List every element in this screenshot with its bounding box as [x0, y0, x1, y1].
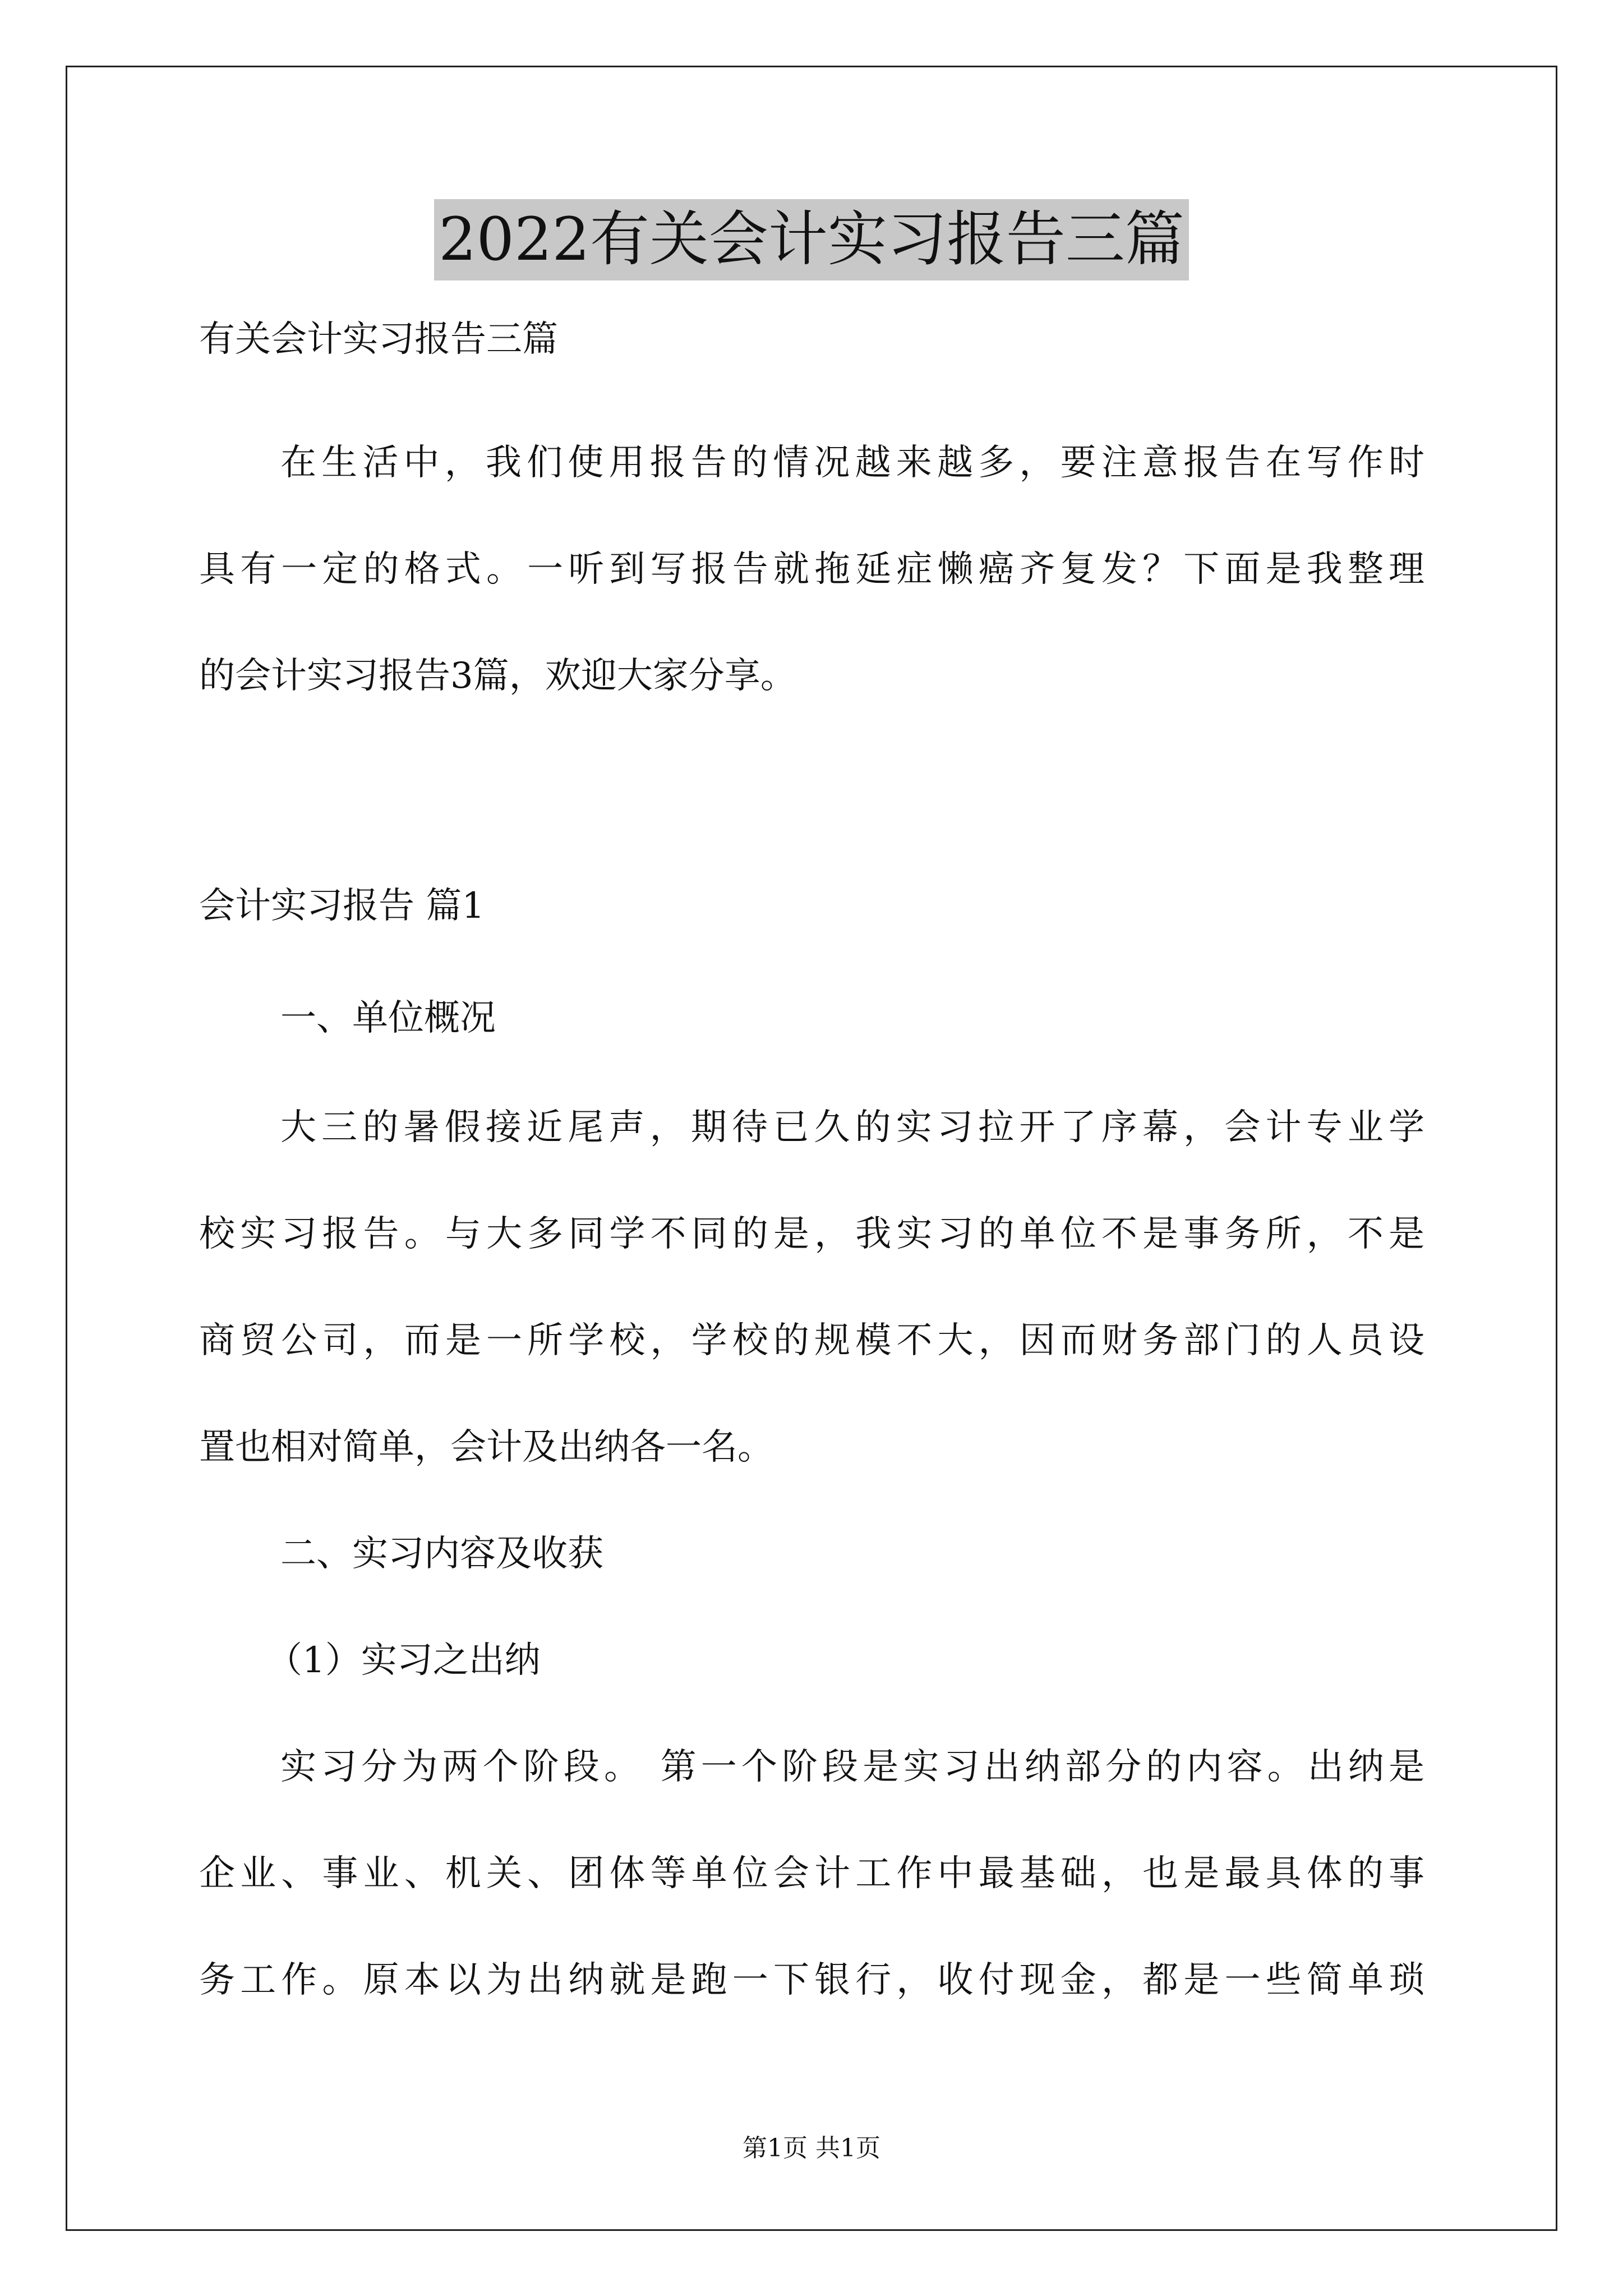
document-title: 2022有关会计实习报告三篇 [434, 199, 1189, 280]
section-heading: 会计实习报告 篇1 [199, 885, 485, 927]
paragraph-line: 实习分为两个阶段。 第一个阶段是实习出纳部分的内容。出纳是 [280, 1746, 1424, 1788]
paragraph-line: 企业、事业、机关、团体等单位会计工作中最基础，也是最具体的事 [199, 1853, 1424, 1894]
subsection-heading: （1）实习之出纳 [266, 1640, 541, 1681]
subsection-heading: 一、单位概况 [280, 997, 496, 1039]
paragraph-line: 校实习报告。与大多同学不同的是，我实习的单位不是事务所，不是 [199, 1213, 1424, 1255]
page-footer: 第1页 共1页 [743, 2134, 880, 2162]
paragraph-line: 大三的暑假接近尾声，期待已久的实习拉开了序幕，会计专业学 [280, 1107, 1424, 1148]
paragraph-line: 务工作。原本以为出纳就是跑一下银行，收付现金，都是一些简单琐 [199, 1959, 1424, 2001]
paragraph-line: 商贸公司，而是一所学校，学校的规模不大，因而财务部门的人员设 [199, 1320, 1424, 1361]
paragraph-line: 在生活中，我们使用报告的情况越来越多，要注意报告在写作时 [280, 442, 1424, 484]
paragraph-line: 的会计实习报告3篇，欢迎大家分享。 [199, 655, 796, 697]
paragraph-line: 具有一定的格式。一听到写报告就拖延症懒癌齐复发？下面是我整理 [199, 549, 1424, 590]
paragraph-line: 置也相对简单，会计及出纳各一名。 [199, 1427, 773, 1468]
title-container [0, 199, 1623, 280]
subtitle-line: 有关会计实习报告三篇 [199, 319, 558, 360]
subsection-heading: 二、实习内容及收获 [280, 1533, 603, 1575]
